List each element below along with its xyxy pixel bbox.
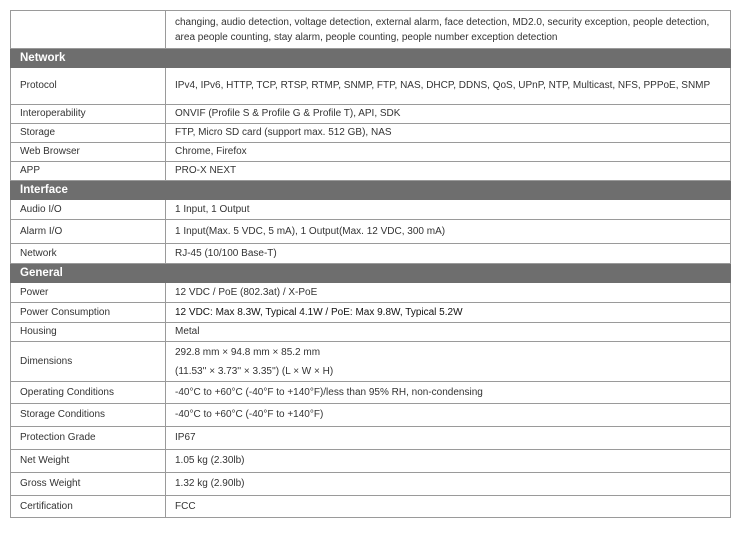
spec-label: APP <box>11 162 166 181</box>
section-header-network <box>11 49 731 68</box>
table-row <box>11 11 731 49</box>
spec-value <box>166 342 731 382</box>
spec-label: Protocol <box>11 68 166 105</box>
table-row <box>11 473 731 496</box>
spec-value: 12 VDC / PoE (802.3at) / X-PoE <box>166 283 731 303</box>
spec-value: FTP, Micro SD card (support max. 512 GB), NAS <box>166 124 731 143</box>
spec-label: Protection Grade <box>11 427 166 450</box>
spec-value: 1 Input(Max. 5 VDC, 5 mA), 1 Output(Max. 12 VDC, 300 mA) <box>166 220 731 244</box>
table-row <box>11 427 731 450</box>
spec-value: -40°C to +60°C (-40°F to +140°F) <box>166 404 731 427</box>
spec-label: Gross Weight <box>11 473 166 496</box>
spec-label <box>11 11 166 49</box>
table-row <box>11 283 731 303</box>
spec-value: PRO-X NEXT <box>166 162 731 181</box>
table-row <box>11 105 731 124</box>
section-header-interface <box>11 181 731 200</box>
table-row <box>11 382 731 404</box>
section-title: Interface <box>11 181 731 200</box>
spec-label: Power Consumption <box>11 303 166 323</box>
table-row <box>11 220 731 244</box>
spec-value: 1.32 kg (2.90lb) <box>166 473 731 496</box>
spec-value: changing, audio detection, voltage detection, external alarm, face detection, MD2.0, security exception, people detection, area people counting, stay alarm, people counting, people number exception detection <box>166 11 731 49</box>
spec-label: Storage <box>11 124 166 143</box>
spec-label: Operating Conditions <box>11 382 166 404</box>
spec-value: 12 VDC: Max 8.3W, Typical 4.1W / PoE: Max 9.8W, Typical 5.2W <box>166 303 731 323</box>
spec-label: Network <box>11 244 166 264</box>
spec-label: Storage Conditions <box>11 404 166 427</box>
spec-value: 1 Input, 1 Output <box>166 200 731 220</box>
table-row <box>11 404 731 427</box>
spec-value: Chrome, Firefox <box>166 143 731 162</box>
section-header-general <box>11 264 731 283</box>
table-row <box>11 496 731 518</box>
table-row <box>11 450 731 473</box>
spec-value: ONVIF (Profile S & Profile G & Profile T), API, SDK <box>166 105 731 124</box>
spec-value: -40°C to +60°C (-40°F to +140°F)/less than 95% RH, non-condensing <box>166 382 731 404</box>
spec-value: IPv4, IPv6, HTTP, TCP, RTSP, RTMP, SNMP, FTP, NAS, DHCP, DDNS, QoS, UPnP, NTP, Multicast, NFS, PPPoE, SNMP <box>166 68 731 105</box>
table-row <box>11 323 731 342</box>
spec-table <box>10 10 731 518</box>
dimensions-metric: 292.8 mm × 94.8 mm × 85.2 mm <box>175 346 321 358</box>
spec-label: Power <box>11 283 166 303</box>
section-title: Network <box>11 49 731 68</box>
spec-label: Dimensions <box>11 342 166 382</box>
spec-value: FCC <box>166 496 731 518</box>
spec-label: Net Weight <box>11 450 166 473</box>
spec-label: Audio I/O <box>11 200 166 220</box>
table-row <box>11 244 731 264</box>
table-row <box>11 68 731 105</box>
spec-label: Alarm I/O <box>11 220 166 244</box>
table-row <box>11 162 731 181</box>
spec-value: IP67 <box>166 427 731 450</box>
table-row <box>11 303 731 323</box>
table-row <box>11 200 731 220</box>
spec-value: RJ-45 (10/100 Base-T) <box>166 244 731 264</box>
spec-sheet <box>10 10 730 518</box>
table-row <box>11 143 731 162</box>
section-title: General <box>11 264 731 283</box>
spec-value: 1.05 kg (2.30lb) <box>166 450 731 473</box>
spec-label: Certification <box>11 496 166 518</box>
spec-label: Interoperability <box>11 105 166 124</box>
table-row <box>11 124 731 143</box>
dimensions-imperial: (11.53'' × 3.73'' × 3.35'') (L × W × H) <box>175 365 334 377</box>
table-row <box>11 342 731 382</box>
spec-label: Housing <box>11 323 166 342</box>
spec-value: Metal <box>166 323 731 342</box>
spec-label: Web Browser <box>11 143 166 162</box>
